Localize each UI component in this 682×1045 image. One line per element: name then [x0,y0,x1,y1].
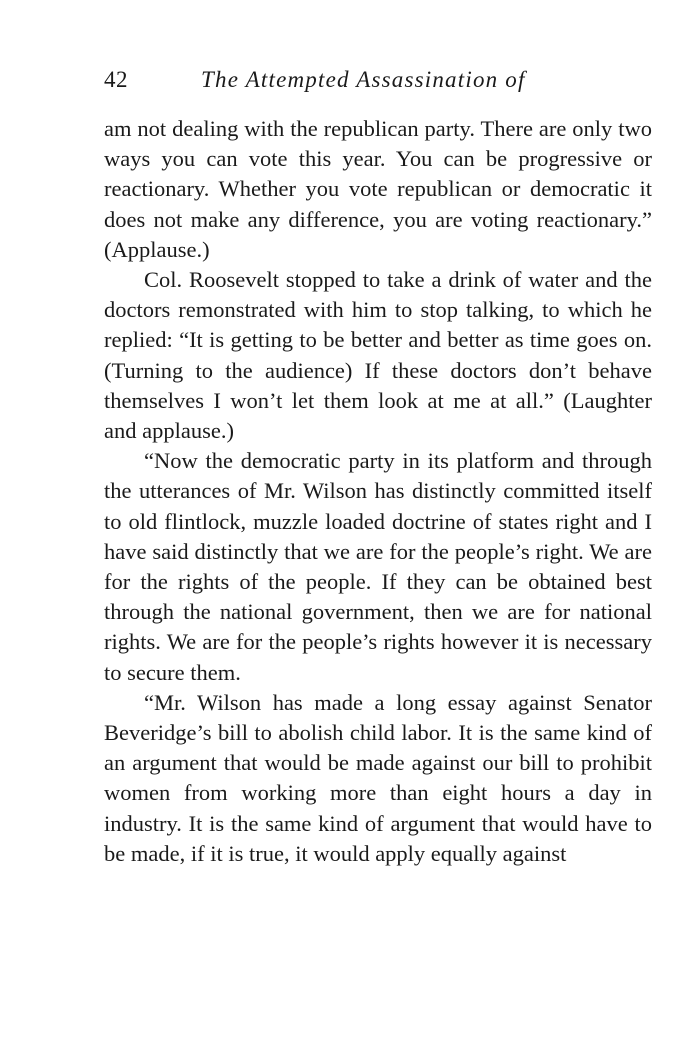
paragraph-democratic-party: “Now the democratic party in its platform and through the utterances of Mr. Wilson has distinctly committed itself to old flintlock, muzzle loaded doctrine of states right and I have said distinctly that we are for the people’s right. We are for the rights of the people. If they can be obtained best through the national government, then we are for national rights. We are for the people’s rights however it is necessary to secure them. [104,448,652,685]
paragraph-continuation: am not dealing with the republican party. There are only two ways you can vote this year. You can be progressive or reactionary. Whether you vote republican or democratic it does not make any difference, you are voting reactionary.” (Applause.) [104,116,652,262]
page-header [104,62,652,98]
page-number: 42 [104,67,128,92]
paragraph-wilson-essay: “Mr. Wilson has made a long essay against Senator Beveridge’s bill to abolish child labor. It is the same kind of an argument that would be made against our bill to prohibit women from working more than eight hours a day in industry. It is the same kind of argument that would have to be made, if it is true, it would apply equally against [104,689,652,866]
body-text [104,114,652,869]
paragraph-roosevelt-drink: Col. Roosevelt stopped to take a drink of water and the doctors remonstrated with him to stop talking, to which he replied: “It is getting to be better and better as time goes on. (Turning to the audience) If these doctors don’t behave themselves I won’t let them look at me at all.” (Laughter and applause.) [104,267,652,444]
running-title: The Attempted Assassination of [201,67,526,92]
